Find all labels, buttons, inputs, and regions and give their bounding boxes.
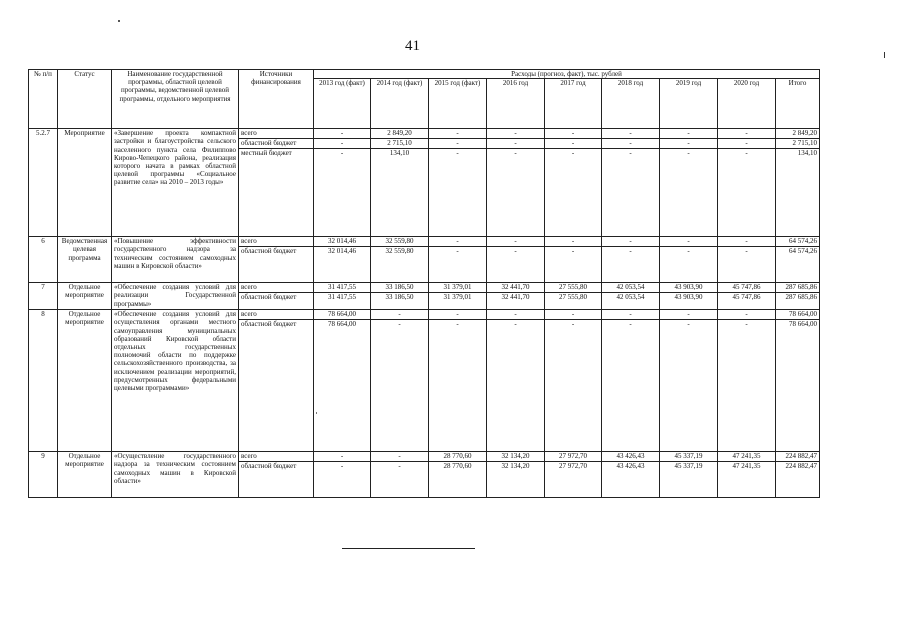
row-source: местный бюджет: [239, 149, 314, 237]
row-value: 27 972,70: [545, 452, 602, 462]
header-total: Итого: [776, 79, 820, 129]
row-total: 224 882,47: [776, 452, 820, 462]
row-source: областной бюджет: [239, 247, 314, 283]
row-status: Отдельное мероприятие: [58, 283, 112, 310]
row-value: -: [545, 247, 602, 283]
row-value: -: [545, 129, 602, 139]
row-value: -: [602, 149, 660, 237]
table-row: [29, 452, 820, 462]
row-value: -: [545, 237, 602, 247]
row-value: 33 186,50: [371, 293, 429, 310]
row-value: 31 417,55: [314, 293, 371, 310]
header-sources: Источники финансирования: [239, 70, 314, 129]
row-number: 7: [29, 283, 58, 310]
row-value: 78 664,00: [314, 310, 371, 320]
row-source: областной бюджет: [239, 293, 314, 310]
table-row: [29, 237, 820, 247]
row-value: 2 849,20: [371, 129, 429, 139]
row-value: -: [371, 320, 429, 452]
row-number: 6: [29, 237, 58, 283]
row-value: -: [429, 320, 487, 452]
row-value: 45 747,86: [718, 293, 776, 310]
scan-speck: [118, 20, 120, 22]
row-total: 287 685,86: [776, 293, 820, 310]
row-value: -: [718, 149, 776, 237]
row-value: -: [660, 129, 718, 139]
row-value: 27 972,70: [545, 462, 602, 498]
row-name: «Осуществление государственного надзора за техническим состоянием самоходных машин в Кировской области»: [112, 452, 239, 498]
row-name: «Обеспечение создания условий для реализации Государственной программы»: [112, 283, 239, 310]
row-value: 42 053,54: [602, 293, 660, 310]
row-value: 47 241,35: [718, 452, 776, 462]
row-value: -: [314, 139, 371, 149]
row-value: 32 559,80: [371, 247, 429, 283]
row-number: 8: [29, 310, 58, 452]
row-value: -: [660, 310, 718, 320]
expenses-table: [28, 69, 820, 498]
row-value: -: [429, 237, 487, 247]
row-source: всего: [239, 452, 314, 462]
row-number: 5.2.7: [29, 129, 58, 237]
header-year: 2018 год: [602, 79, 660, 129]
scan-speck: [884, 52, 885, 58]
row-value: -: [718, 237, 776, 247]
row-value: 43 903,90: [660, 283, 718, 293]
row-value: 32 134,20: [487, 462, 545, 498]
row-status: Мероприятие: [58, 129, 112, 237]
row-value: 134,10: [371, 149, 429, 237]
row-value: -: [371, 310, 429, 320]
row-source: областной бюджет: [239, 139, 314, 149]
row-value: -: [660, 149, 718, 237]
row-value: 27 555,80: [545, 293, 602, 310]
row-value: -: [314, 452, 371, 462]
row-total: 224 882,47: [776, 462, 820, 498]
row-value: -: [487, 139, 545, 149]
row-name: «Повышение эффективности государственного надзора за техническим состоянием самоходных машин в Кировской области»: [112, 237, 239, 283]
row-status: Отдельное мероприятие: [58, 310, 112, 452]
row-value: -: [429, 247, 487, 283]
row-value: -: [660, 139, 718, 149]
row-value: -: [602, 237, 660, 247]
header-year: 2017 год: [545, 79, 602, 129]
page-number: 41: [405, 38, 420, 54]
row-total: 78 664,00: [776, 320, 820, 452]
row-value: -: [487, 237, 545, 247]
row-value: -: [545, 149, 602, 237]
header-status: Статус: [58, 70, 112, 129]
row-value: 43 426,43: [602, 462, 660, 498]
row-value: 78 664,00: [314, 320, 371, 452]
header-year: 2015 год (факт): [429, 79, 487, 129]
row-value: -: [314, 129, 371, 139]
row-value: 27 555,80: [545, 283, 602, 293]
row-value: -: [545, 320, 602, 452]
row-value: -: [487, 129, 545, 139]
row-value: 32 014,46: [314, 237, 371, 247]
row-value: 33 186,50: [371, 283, 429, 293]
row-value: -: [487, 320, 545, 452]
row-value: 47 241,35: [718, 462, 776, 498]
row-source: областной бюджет: [239, 320, 314, 452]
row-number: 9: [29, 452, 58, 498]
header-year: 2013 год (факт): [314, 79, 371, 129]
row-value: -: [429, 129, 487, 139]
row-value: -: [718, 310, 776, 320]
header-num: № п/п: [29, 70, 58, 129]
row-value: -: [545, 310, 602, 320]
row-total: 64 574,26: [776, 237, 820, 247]
row-value: 32 014,46: [314, 247, 371, 283]
row-value: -: [429, 139, 487, 149]
row-value: -: [429, 310, 487, 320]
header-year: 2020 год: [718, 79, 776, 129]
row-value: 2 715,10: [371, 139, 429, 149]
row-total: 287 685,86: [776, 283, 820, 293]
row-value: -: [545, 139, 602, 149]
row-value: 32 441,70: [487, 283, 545, 293]
row-value: -: [602, 139, 660, 149]
row-value: -: [718, 129, 776, 139]
row-value: -: [487, 310, 545, 320]
row-value: -: [660, 237, 718, 247]
table-row: [29, 129, 820, 139]
row-value: -: [602, 320, 660, 452]
row-value: -: [487, 247, 545, 283]
row-value: 45 747,86: [718, 283, 776, 293]
row-value: 32 559,80: [371, 237, 429, 247]
table-row: [29, 283, 820, 293]
row-value: -: [314, 149, 371, 237]
row-value: -: [602, 247, 660, 283]
row-value: 43 903,90: [660, 293, 718, 310]
row-source: областной бюджет: [239, 462, 314, 498]
row-value: 28 770,60: [429, 452, 487, 462]
row-name: «Завершение проекта компактной застройки и благоустройства сельского населенного пункта села Филиппово Кирово-Чепецкого района, реализация которого начата в рамках областной целевой программы «Социальное развитие села» на 2010 – 2013 годы»: [112, 129, 239, 237]
row-value: -: [371, 452, 429, 462]
row-status: Отдельное мероприятие: [58, 452, 112, 498]
row-total: 2 849,20: [776, 129, 820, 139]
row-total: 134,10: [776, 149, 820, 237]
row-source: всего: [239, 283, 314, 293]
row-source: всего: [239, 237, 314, 247]
row-value: 31 417,55: [314, 283, 371, 293]
row-value: 45 337,19: [660, 462, 718, 498]
row-value: -: [314, 462, 371, 498]
row-value: 43 426,43: [602, 452, 660, 462]
row-source: всего: [239, 129, 314, 139]
row-value: 32 134,20: [487, 452, 545, 462]
row-name: «Обеспечение создания условий для осуществления органами местного самоуправления муниципальных образований Кировской области отдельных государственных полномочий области по поддержке сельскохозяйственного производства, за исключением реализации мероприятий, предусмотренных федеральными целевыми программами»: [112, 310, 239, 452]
row-value: 42 053,54: [602, 283, 660, 293]
header-year: 2016 год: [487, 79, 545, 129]
table-row: [29, 310, 820, 320]
row-value: 32 441,70: [487, 293, 545, 310]
header-year: 2019 год: [660, 79, 718, 129]
header-name: Наименование государственной программы, областной целевой программы, ведомственной целевой программы, отдельного мероприятия: [112, 70, 239, 129]
row-value: -: [371, 462, 429, 498]
row-value: -: [602, 129, 660, 139]
row-source: всего: [239, 310, 314, 320]
row-value: -: [660, 320, 718, 452]
row-value: -: [487, 149, 545, 237]
row-value: 28 770,60: [429, 462, 487, 498]
row-value: 45 337,19: [660, 452, 718, 462]
row-total: 64 574,26: [776, 247, 820, 283]
row-value: -: [718, 139, 776, 149]
closing-rule: [342, 548, 475, 549]
row-total: 2 715,10: [776, 139, 820, 149]
row-value: -: [602, 310, 660, 320]
row-value: -: [660, 247, 718, 283]
row-value: 31 379,01: [429, 293, 487, 310]
row-value: -: [429, 149, 487, 237]
header-expenses: Расходы (прогноз, факт), тыс. рублей: [314, 70, 820, 79]
row-status: Ведомственная целевая программа: [58, 237, 112, 283]
row-value: -: [718, 247, 776, 283]
row-value: -: [718, 320, 776, 452]
header-year: 2014 год (факт): [371, 79, 429, 129]
row-value: 31 379,01: [429, 283, 487, 293]
row-total: 78 664,00: [776, 310, 820, 320]
